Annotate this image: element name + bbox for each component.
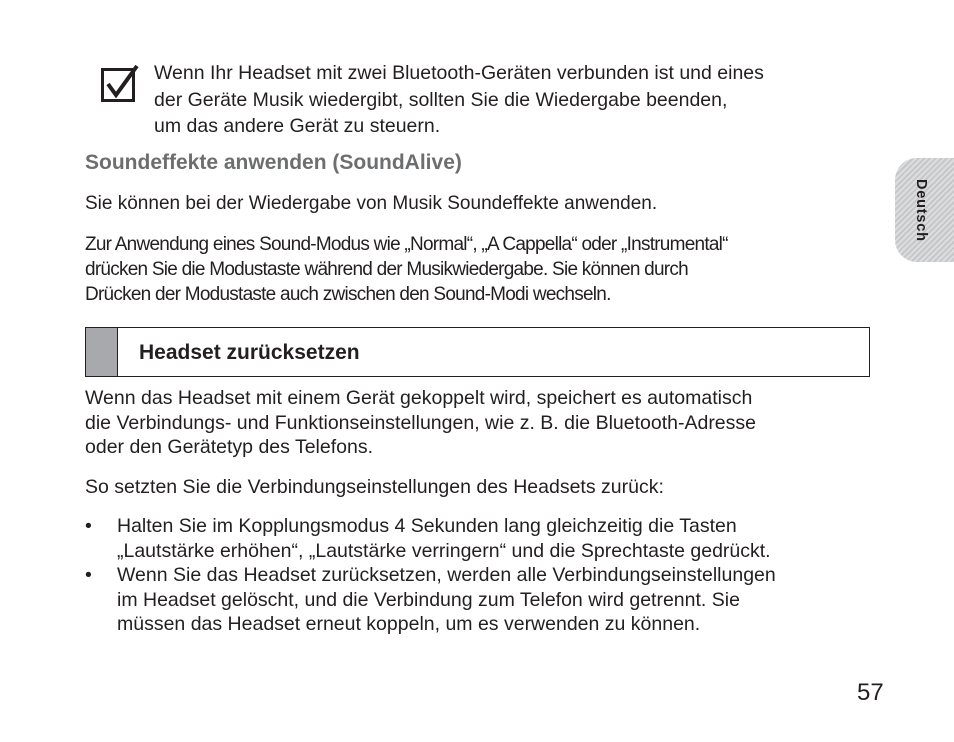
- note-line: der Geräte Musik wiedergibt, sollten Sie die Wiedergabe beenden,: [154, 88, 728, 111]
- reset-instruction: So setzten Sie die Verbindungseinstellungen des Headsets zurück:: [85, 476, 664, 498]
- reset-paragraph-line: die Verbindungs- und Funktionseinstellungen, wie z. B. die Bluetooth-Adresse: [85, 411, 756, 434]
- checkbox-check-icon: [101, 64, 139, 102]
- list-item: [85, 563, 885, 637]
- reset-paragraph: [85, 386, 756, 460]
- bullet-line: Wenn Sie das Headset zurücksetzen, werden alle Verbindungseinstellungen: [117, 564, 776, 586]
- bullet-list: [85, 514, 885, 637]
- bullet-line: Halten Sie im Kopplungsmodus 4 Sekunden lang gleichzeitig die Tasten: [117, 515, 737, 537]
- soundeffekte-detail-line: Drücken der Modustaste auch zwischen den Sound-Modi wechseln.: [85, 284, 611, 305]
- page-number: 57: [857, 679, 884, 706]
- note-text: [154, 60, 874, 140]
- language-tab-label: Deutsch: [913, 178, 929, 242]
- note-line: Wenn Ihr Headset mit zwei Bluetooth-Geräten verbunden ist und eines: [154, 62, 764, 84]
- language-tab: [895, 158, 954, 262]
- bullet-dot: •: [85, 564, 92, 586]
- soundeffekte-detail-line: Zur Anwendung eines Sound-Modus wie „Normal“, „A Cappella“ oder „Instrumental“: [85, 234, 728, 255]
- bullet-line: müssen das Headset erneut koppeln, um es verwenden zu können.: [117, 613, 701, 635]
- list-item: [85, 514, 885, 563]
- soundeffekte-detail: [85, 232, 728, 307]
- soundeffekte-detail-line: drücken Sie die Modustaste während der Musikwiedergabe. Sie können durch: [85, 259, 688, 280]
- note-line: um das andere Gerät zu steuern.: [154, 115, 441, 137]
- section-header-box: [85, 327, 870, 377]
- section-header-bar: [86, 328, 118, 376]
- reset-paragraph-line: oder den Gerätetyp des Telefons.: [85, 436, 373, 458]
- soundeffekte-intro: Sie können bei der Wiedergabe von Musik Soundeffekte anwenden.: [85, 193, 658, 214]
- reset-paragraph-line: Wenn das Headset mit einem Gerät gekoppelt wird, speichert es automatisch: [85, 387, 753, 409]
- bullet-dot: •: [85, 515, 92, 537]
- section-title: Headset zurücksetzen: [139, 341, 360, 364]
- soundeffekte-heading: Soundeffekte anwenden (SoundAlive): [85, 151, 462, 174]
- bullet-line: „Lautstärke erhöhen“, „Lautstärke verringern“ und die Sprechtaste gedrückt.: [117, 539, 771, 562]
- bullet-line: im Headset gelöscht, und die Verbindung zum Telefon wird getrennt. Sie: [117, 588, 740, 611]
